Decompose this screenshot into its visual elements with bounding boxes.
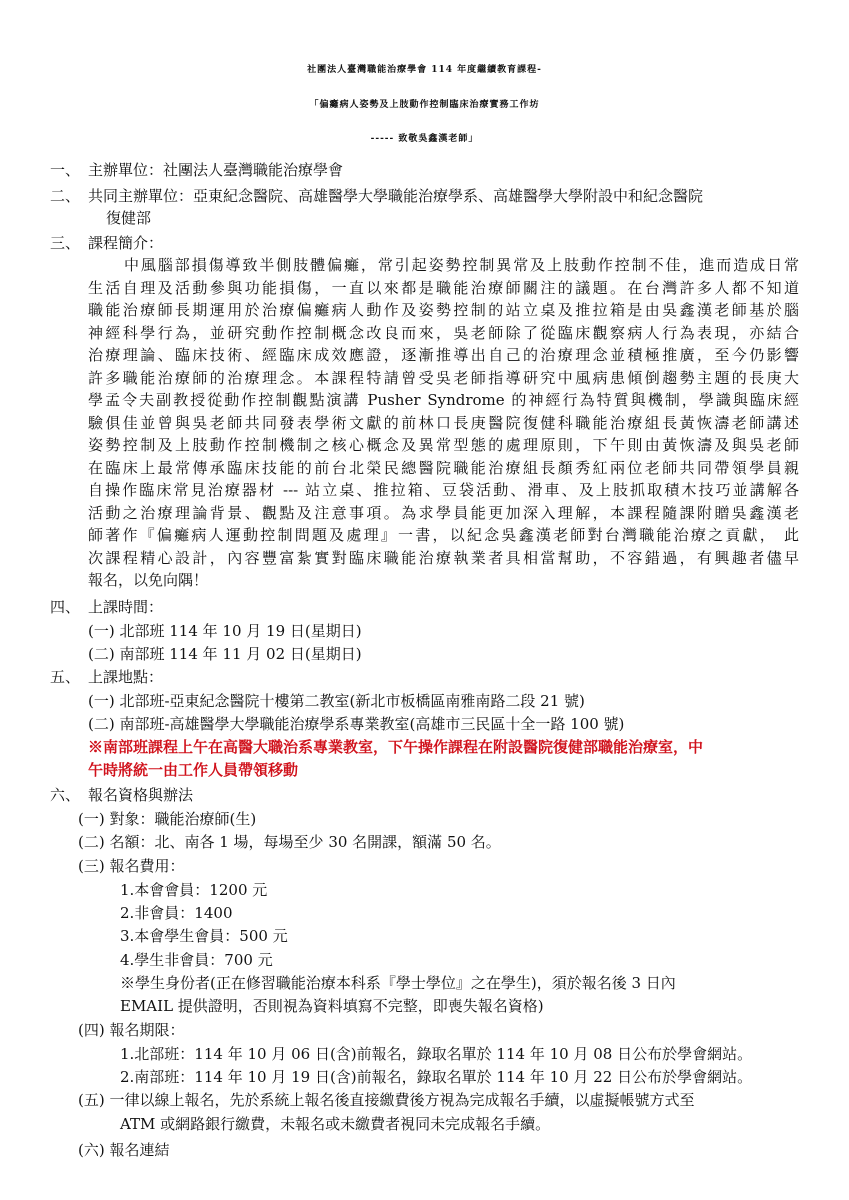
fee-heading: (三) 報名費用： <box>78 857 185 875</box>
section-1-text: 主辦單位：社團法人臺灣職能治療學會 <box>88 161 344 179</box>
section-2-number: 二、 <box>50 187 81 205</box>
section-2-text: 共同主辦單位：亞東紀念醫院、高雄醫學大學職能治療學系、高雄醫學大學附設中和紀念醫院 <box>88 187 704 205</box>
registration-link-label: (六) 報名連結 <box>78 1141 170 1159</box>
eligibility-item: (一) 對象：職能治療師(生) <box>78 810 257 828</box>
fee-item: 2.非會員：1400 <box>120 904 233 922</box>
registration-method: (五) 一律以線上報名，先於系統上報名後直接繳費後方視為完成報名手續，以虛擬帳號方式至 <box>78 1091 695 1109</box>
section-4-text: 上課時間： <box>88 598 164 616</box>
fee-note-continuation: EMAIL 提供證明，否則視為資料填寫不完整，即喪失報名資格) <box>120 997 544 1015</box>
intro-line: 學孟令夫副教授從動作控制觀點演講 Pusher Syndrome 的神經行為特質與機制，學識與臨床經 <box>88 391 799 409</box>
intro-line: 中風腦部損傷導致半側肢體偏癱，常引起姿勢控制異常及上肢動作控制不佳，進而造成日常 <box>124 256 799 274</box>
section-6-text: 報名資格與辦法 <box>88 786 194 804</box>
intro-line: 自操作臨床常見治療器材 --- 站立桌、推拉箱、豆袋活動、滑車、及上肢抓取積木技巧並講解各 <box>88 481 799 499</box>
intro-line: 驗俱佳並曾與吳老師共同發表學術文獻的前林口長庚醫院復健科職能治療組長黃恢濤老師講述 <box>88 414 799 432</box>
location-note-continuation: 午時將統一由工作人員帶領移動 <box>88 761 299 779</box>
title-line-2: 「偏癱病人姿勢及上肢動作控制臨床治療實務工作坊 <box>309 100 540 110</box>
location-item: (一) 北部班-亞東紀念醫院十樓第二教室(新北市板橋區南雅南路二段 21 號) <box>88 692 585 710</box>
intro-line: 師著作『偏癱病人運動控制問題及處理』一書，以紀念吳鑫漢老師對台灣職能治療之貢獻， 此 <box>88 526 799 544</box>
deadline-item: 2.南部班：114 年 10 月 19 日(含)前報名，錄取名單於 114 年 10 月 22 日公布於學會網站。 <box>120 1068 753 1086</box>
section-3-text: 課程簡介： <box>88 234 164 252</box>
section-6-number: 六、 <box>50 786 81 804</box>
registration-method-continuation: ATM 或網路銀行繳費，未報名或未繳費者視同未完成報名手續。 <box>120 1115 551 1133</box>
section-1-number: 一、 <box>50 161 81 179</box>
intro-line: 職能治療師長期運用於治療偏癱病人動作及姿勢控制的站立桌及推拉箱是由吳鑫漢老師基於腦 <box>88 301 799 319</box>
section-2-continuation: 復健部 <box>106 209 152 227</box>
intro-line: 活動之治療理論背景、觀點及注意事項。為求學員能更加深入理解，本課程隨課附贈吳鑫漢老 <box>88 504 799 522</box>
intro-line: 神經科學行為，並研究動作控制概念改良而來，吳老師除了從臨床觀察病人行為表現，亦結合 <box>88 324 799 342</box>
section-5-text: 上課地點： <box>88 668 164 686</box>
location-note: ※南部班課程上午在高醫大職治系專業教室，下午操作課程在附設醫院復健部職能治療室，中 <box>88 738 704 756</box>
schedule-item: (一) 北部班 114 年 10 月 19 日(星期日) <box>88 622 362 640</box>
schedule-item: (二) 南部班 114 年 11 月 02 日(星期日) <box>88 645 362 663</box>
section-5-number: 五、 <box>50 668 81 686</box>
intro-line: 報名，以免向隅！ <box>88 571 209 589</box>
quota-item: (二) 名額：北、南各 1 場，每場至少 30 名開課，額滿 50 名。 <box>78 833 501 851</box>
intro-line: 許多職能治療師的治療理念。本課程特請曾受吳老師指導研究中風病患傾倒趨勢主題的長庚大 <box>88 369 799 387</box>
fee-item: 3.本會學生會員：500 元 <box>120 927 288 945</box>
deadline-item: 1.北部班：114 年 10 月 06 日(含)前報名，錄取名單於 114 年 10 月 08 日公布於學會網站。 <box>120 1045 753 1063</box>
section-3-number: 三、 <box>50 234 81 252</box>
fee-note: ※學生身份者(正在修習職能治療本科系『學士學位』之在學生)，須於報名後 3 日內 <box>120 974 676 992</box>
intro-line: 姿勢控制及上肢動作控制機制之核心概念及異常型態的處理原則，下午則由黃恢濤及與吳老師 <box>88 436 799 454</box>
fee-item: 1.本會會員：1200 元 <box>120 881 268 899</box>
intro-line: 在臨床上最常傳承臨床技能的前台北榮民總醫院職能治療組長顏秀紅兩位老師共同帶領學員親 <box>88 459 799 477</box>
intro-line: 治療理論、臨床技術、經臨床成效應證，逐漸推導出自己的治療理念並積極推廣，至今仍影響 <box>88 346 799 364</box>
title-line-1: 社團法人臺灣職能治療學會 114 年度繼續教育課程- <box>307 65 542 75</box>
title-line-3: ----- 致敬吳鑫漢老師」 <box>370 134 479 144</box>
deadline-heading: (四) 報名期限： <box>78 1021 185 1039</box>
location-item: (二) 南部班-高雄醫學大學職能治療學系專業教室(高雄市三民區十全一路 100 號) <box>88 715 625 733</box>
section-4-number: 四、 <box>50 598 81 616</box>
fee-item: 4.學生非會員：700 元 <box>120 951 273 969</box>
intro-line: 生活自理及活動參與功能損傷，一直以來都是職能治療師關注的議題。在台灣許多人都不知道 <box>88 279 799 297</box>
intro-line: 次課程精心設計，內容豐富紮實對臨床職能治療執業者具相當幫助，不容錯過，有興趣者儘早 <box>88 549 799 567</box>
